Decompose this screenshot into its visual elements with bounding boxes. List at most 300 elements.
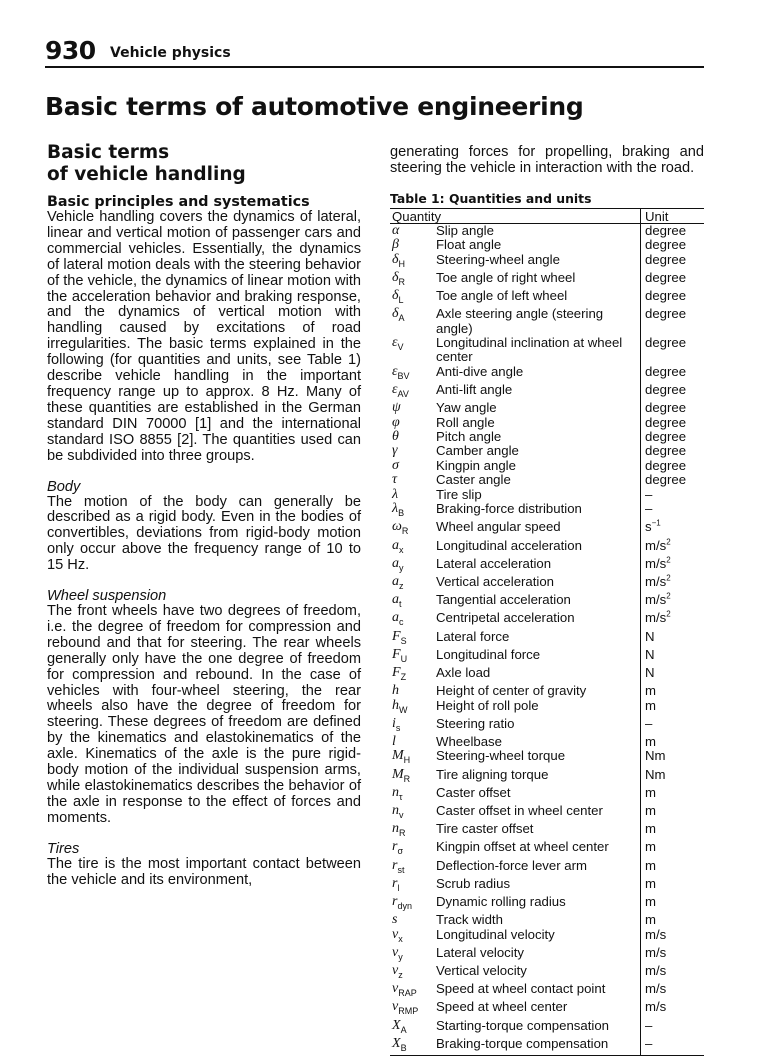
quantity-unit [641, 859, 705, 877]
quantity-symbol [390, 684, 436, 698]
symbol-letter: φ [392, 414, 400, 430]
quantity-name: Scrub radius [436, 875, 511, 891]
column-header-quantity: Quantity [390, 208, 641, 223]
unit-text: m/s [645, 926, 667, 942]
quantity-symbol [390, 473, 436, 487]
symbol-letter: α [392, 222, 400, 238]
quantity-unit [641, 840, 705, 858]
unit-text: m/s [645, 999, 667, 1015]
table-row [390, 666, 704, 684]
unit-text: – [645, 1017, 653, 1033]
table-row [390, 488, 704, 502]
table-row [390, 575, 704, 593]
table-row [390, 822, 704, 840]
quantity-symbol [390, 1019, 436, 1037]
table-row [390, 804, 704, 822]
symbol-letter: τ [392, 472, 398, 488]
symbol-letter: a [392, 573, 399, 589]
table-row [390, 964, 704, 982]
quantity-symbol [390, 401, 436, 415]
table-row [390, 238, 704, 252]
main-title: Basic terms of automotive engineering [45, 92, 584, 121]
table-row [390, 539, 704, 557]
unit-text: degree [645, 472, 687, 488]
wheel-suspension-heading: Wheel suspension [47, 588, 167, 605]
quantity-name: Axle steering angle (steering angle) [436, 306, 604, 336]
quantity-unit [641, 539, 705, 557]
symbol-subscript: z [398, 969, 403, 980]
quantity-unit [641, 699, 705, 717]
quantity-name: Tire caster offset [436, 821, 534, 837]
table-row [390, 401, 704, 415]
unit-text: degree [645, 237, 687, 253]
quantity-name: Vertical velocity [436, 963, 527, 978]
unit-text: m/s [645, 573, 667, 589]
unit-text: m [645, 784, 656, 800]
quantity-symbol [390, 289, 436, 307]
unit-text: m/s [645, 944, 667, 960]
quantity-name: Speed at wheel contact point [436, 981, 606, 997]
table-row [390, 271, 704, 289]
symbol-subscript: c [399, 617, 404, 628]
quantity-unit [641, 557, 705, 575]
quantity-symbol [390, 539, 436, 557]
symbol-subscript: st [397, 864, 405, 875]
table-row [390, 895, 704, 913]
quantity-unit [641, 575, 705, 593]
quantity-unit [641, 1000, 705, 1018]
quantity-unit [641, 946, 705, 964]
symbol-subscript: y [399, 562, 404, 573]
symbol-letter: n [392, 821, 399, 837]
symbol-letter: i [392, 715, 396, 731]
symbol-letter: ε [392, 382, 398, 398]
table-row [390, 383, 704, 401]
unit-text: degree [645, 443, 687, 459]
symbol-letter: h [392, 683, 399, 699]
table-row [390, 1037, 704, 1056]
quantity-name: Longitudinal force [436, 646, 541, 662]
table-row [390, 444, 704, 458]
quantity-name: Speed at wheel center [436, 999, 568, 1015]
quantity-unit [641, 430, 705, 444]
unit-text: Nm [645, 748, 666, 764]
quantity-symbol [390, 611, 436, 629]
quantity-unit [641, 928, 705, 946]
quantity-name: Toe angle of right wheel [436, 269, 576, 285]
quantity-name: Yaw angle [436, 400, 497, 416]
quantity-name: Caster offset [436, 784, 511, 800]
unit-text: – [645, 501, 653, 517]
quantity-symbol [390, 593, 436, 611]
table-row [390, 982, 704, 1000]
quantity-name: Height of roll pole [436, 697, 539, 713]
table-row [390, 877, 704, 895]
symbol-subscript: x [398, 933, 403, 944]
quantity-symbol [390, 238, 436, 252]
table-row [390, 336, 704, 365]
table-row [390, 223, 704, 238]
symbol-letter: δ [392, 251, 399, 267]
symbol-subscript: R [398, 276, 406, 287]
quantity-name: Slip angle [436, 222, 494, 238]
table-row [390, 786, 704, 804]
running-title: Vehicle physics [110, 45, 231, 61]
quantity-name: Camber angle [436, 443, 519, 459]
quantity-unit [641, 271, 705, 289]
symbol-subscript: U [400, 653, 408, 664]
quantity-unit [641, 964, 705, 982]
unit-text: degree [645, 457, 687, 473]
quantity-unit [641, 913, 705, 927]
quantity-name: Toe angle of left wheel [436, 288, 568, 304]
symbol-subscript: S [400, 635, 407, 646]
symbol-letter: λ [392, 486, 399, 502]
unit-text: degree [645, 363, 687, 379]
table-row [390, 593, 704, 611]
quantity-symbol [390, 383, 436, 401]
quantity-name: Braking-force distribution [436, 501, 582, 517]
quantity-symbol [390, 822, 436, 840]
quantity-symbol [390, 717, 436, 735]
table-title: Table 1: Quantities and units [390, 190, 592, 206]
symbol-subscript: W [399, 704, 408, 715]
quantity-unit [641, 611, 705, 629]
table-row [390, 520, 704, 538]
intro-paragraph: Vehicle handling covers the dynamics of lateral, linear and vertical motion of passenger cars and commercial vehicles. Essentially, the dynamics of lateral motion deals with the steering behavior of the vehicle, the dynamics of linear motion with the acceleration behavior and braking response, and the dynamics of vertical motion with handling caused by excitations of road irregularities. The basic terms explained in the following (for quantities and units, see Table 1) describe vehicle handling in the important frequency range up to approx. 8 Hz. Many of these quantities are established in the German standard DIN 70000 [1] and the international standard ISO 8855 [2]. The quantities used can be subdivided into three groups. [47, 209, 361, 464]
symbol-letter: n [392, 784, 399, 800]
quantity-unit [641, 735, 705, 749]
symbol-letter: ψ [392, 400, 401, 416]
quantities-table [390, 208, 704, 1056]
quantity-unit [641, 473, 705, 487]
unit-text: m/s [645, 592, 667, 608]
quantity-unit [641, 307, 705, 336]
symbol-letter: s [392, 912, 398, 928]
table-row [390, 913, 704, 927]
quantity-name: Steering ratio [436, 715, 515, 731]
unit-superscript: 2 [666, 555, 671, 565]
unit-text: m [645, 802, 656, 818]
unit-text: degree [645, 288, 687, 304]
quantity-symbol [390, 253, 436, 271]
quantity-name: Axle load [436, 664, 491, 680]
table-row [390, 749, 704, 767]
quantity-symbol [390, 336, 436, 365]
symbol-subscript: t [399, 598, 402, 609]
unit-text: m [645, 912, 656, 928]
quantity-unit [641, 383, 705, 401]
symbol-subscript: s [395, 722, 401, 733]
subsection-title: Basic principles and systematics [47, 194, 310, 210]
table-row [390, 289, 704, 307]
symbol-letter: γ [392, 443, 398, 459]
symbol-subscript: B [400, 1042, 407, 1053]
symbol-subscript: R [399, 827, 406, 838]
quantity-unit [641, 895, 705, 913]
table-row [390, 1019, 704, 1037]
unit-text: N [645, 646, 655, 662]
table-body [390, 223, 704, 1055]
quantity-unit [641, 749, 705, 767]
quantity-name: Caster angle [436, 472, 511, 488]
quantity-unit [641, 786, 705, 804]
quantity-unit [641, 717, 705, 735]
symbol-letter: a [392, 592, 399, 608]
quantity-name: Tangential acceleration [436, 592, 571, 608]
quantity-unit [641, 223, 705, 238]
right-column [390, 145, 704, 1056]
symbol-letter: θ [392, 429, 399, 445]
unit-text: – [645, 486, 653, 502]
quantity-unit [641, 401, 705, 415]
unit-text: m/s [645, 610, 667, 626]
symbol-letter: a [392, 610, 399, 626]
symbol-letter: λ [392, 501, 399, 517]
unit-superscript: 2 [666, 537, 671, 547]
table-row [390, 459, 704, 473]
wheel-suspension-paragraph: The front wheels have two degrees of freedom, i.e. the degree of freedom for compression and rebound and that for steering. The rear wheels generally only have the one degree of freedom for compression and rebound. In the case of vehicles with four-wheel steering, the rear wheels also have the degree of freedom for steering. These degrees of freedom are defined by the kinematics and elastokinematics of the axle. Kinematics of the axle is the pure rigid-body motion of the individual suspension arms, while elastokinematics describes the behavior of the axle in response to the effect of forces and moments. [47, 603, 361, 826]
symbol-subscript: A [398, 313, 405, 324]
quantity-unit [641, 768, 705, 786]
quantity-unit [641, 822, 705, 840]
symbol-letter: X [392, 1017, 401, 1033]
table-header-row [390, 208, 704, 223]
table-row [390, 735, 704, 749]
unit-superscript: −1 [651, 518, 661, 528]
tires-heading: Tires [47, 840, 80, 857]
continued-paragraph: generating forces for propelling, braking and steering the vehicle in interaction with the road. [390, 144, 704, 176]
quantity-symbol [390, 840, 436, 858]
unit-text: degree [645, 429, 687, 445]
quantity-symbol [390, 271, 436, 289]
symbol-subscript: v [399, 809, 404, 820]
quantity-unit [641, 520, 705, 538]
unit-text: degree [645, 222, 687, 238]
unit-text: m [645, 857, 656, 873]
quantity-unit [641, 459, 705, 473]
quantity-symbol [390, 749, 436, 767]
quantity-name: Kingpin offset at wheel center [436, 839, 609, 855]
quantity-unit [641, 684, 705, 698]
symbol-letter: v [392, 944, 399, 960]
symbol-subscript: A [400, 1024, 407, 1035]
symbol-subscript: Z [400, 671, 407, 682]
page-number: 930 [45, 36, 96, 65]
column-header-unit: Unit [641, 208, 705, 223]
quantity-unit [641, 1019, 705, 1037]
quantity-unit [641, 1037, 705, 1056]
quantity-name: Lateral velocity [436, 944, 524, 960]
unit-text: degree [645, 414, 687, 430]
symbol-letter: X [392, 1035, 401, 1051]
quantity-unit [641, 365, 705, 383]
symbol-subscript: τ [399, 791, 403, 802]
quantity-symbol [390, 444, 436, 458]
unit-text: degree [645, 269, 687, 285]
table-row [390, 557, 704, 575]
tires-paragraph: The tire is the most important contact between the vehicle and its environment, [47, 855, 361, 888]
quantity-symbol [390, 804, 436, 822]
quantity-unit [641, 416, 705, 430]
quantity-name: Float angle [436, 237, 502, 253]
symbol-letter: a [392, 555, 399, 571]
quantity-symbol [390, 666, 436, 684]
quantity-symbol [390, 786, 436, 804]
quantity-symbol [390, 699, 436, 717]
symbol-letter: v [392, 981, 399, 997]
symbol-subscript: RAP [398, 988, 417, 998]
quantity-name: Braking-torque compensation [436, 1037, 641, 1056]
section-title-line-1: Basic terms [47, 142, 170, 163]
symbol-letter: h [392, 697, 399, 713]
quantity-symbol [390, 895, 436, 913]
symbol-letter: a [392, 537, 399, 553]
quantity-symbol [390, 488, 436, 502]
quantity-name: Roll angle [436, 414, 495, 430]
quantity-name: Wheel angular speed [436, 519, 561, 535]
unit-superscript: 2 [666, 573, 671, 583]
unit-superscript: 2 [666, 609, 671, 619]
quantity-symbol [390, 307, 436, 336]
table-row [390, 416, 704, 430]
symbol-subscript: H [403, 755, 411, 766]
symbol-letter: ε [392, 363, 398, 379]
table-row [390, 699, 704, 717]
unit-text: m/s [645, 981, 667, 997]
quantity-unit [641, 593, 705, 611]
quantity-name: Caster offset in wheel center [436, 802, 603, 818]
quantity-unit [641, 648, 705, 666]
table-row [390, 611, 704, 629]
quantity-name: Steering-wheel angle [436, 251, 560, 267]
quantity-unit [641, 238, 705, 252]
quantity-symbol [390, 1037, 436, 1056]
quantity-name: Starting-torque compensation [436, 1017, 610, 1033]
table-row [390, 840, 704, 858]
unit-text: m [645, 821, 656, 837]
quantity-symbol [390, 459, 436, 473]
unit-text: m/s [645, 537, 667, 553]
quantity-name: Pitch angle [436, 429, 502, 445]
unit-text: m [645, 733, 656, 749]
quantity-unit [641, 804, 705, 822]
section-title [47, 142, 361, 186]
unit-text: Nm [645, 766, 666, 782]
quantity-name: Dynamic rolling radius [436, 893, 566, 909]
quantity-name: Tire aligning torque [436, 766, 549, 782]
unit-text: m [645, 875, 656, 891]
quantity-symbol [390, 430, 436, 444]
quantity-symbol [390, 502, 436, 520]
quantity-unit [641, 877, 705, 895]
unit-text: N [645, 664, 655, 680]
unit-text: degree [645, 382, 687, 398]
quantity-symbol [390, 557, 436, 575]
symbol-letter: r [392, 893, 398, 909]
quantity-name: Height of center of gravity [436, 683, 587, 699]
symbol-letter: M [392, 766, 404, 782]
table-row [390, 859, 704, 877]
quantity-unit [641, 444, 705, 458]
unit-text: degree [645, 335, 687, 351]
symbol-letter: r [392, 875, 398, 891]
unit-text: m/s [645, 555, 667, 571]
quantity-symbol [390, 859, 436, 877]
body-paragraph: The motion of the body can generally be described as a rigid body. Even in the bodies of convertibles, deviations from rigid-body motion only occur above the frequency range of 10 to 15 Hz. [47, 493, 361, 574]
quantity-name: Anti-lift angle [436, 382, 513, 398]
symbol-letter: δ [392, 306, 399, 322]
table-row [390, 430, 704, 444]
quantity-symbol [390, 928, 436, 946]
symbol-subscript: L [398, 294, 404, 305]
quantity-name: Anti-dive angle [436, 363, 524, 379]
unit-text: m [645, 697, 656, 713]
quantity-symbol [390, 946, 436, 964]
quantity-symbol [390, 223, 436, 238]
quantity-symbol [390, 913, 436, 927]
symbol-subscript: BV [397, 370, 410, 381]
unit-superscript: 2 [666, 591, 671, 601]
symbol-letter: σ [392, 457, 399, 473]
symbol-letter: v [392, 999, 399, 1015]
section-title-line-2: of vehicle handling [47, 164, 246, 185]
quantity-unit [641, 630, 705, 648]
quantity-name: Lateral force [436, 628, 510, 644]
quantity-name: Longitudinal acceleration [436, 537, 582, 553]
quantity-symbol [390, 735, 436, 749]
unit-text: s [645, 519, 652, 535]
unit-text: degree [645, 306, 687, 322]
quantity-symbol [390, 768, 436, 786]
symbol-letter: F [392, 628, 401, 644]
quantity-symbol [390, 1000, 436, 1018]
quantity-unit [641, 502, 705, 520]
symbol-subscript: x [399, 544, 404, 555]
symbol-subscript: y [398, 951, 403, 962]
table-row [390, 365, 704, 383]
symbol-subscript: σ [397, 846, 404, 857]
table-row [390, 307, 704, 336]
symbol-letter: n [392, 802, 399, 818]
quantity-name: Tire slip [436, 486, 482, 502]
quantity-unit [641, 488, 705, 502]
symbol-subscript: l [397, 882, 400, 893]
table-row [390, 630, 704, 648]
symbol-letter: v [392, 926, 399, 942]
symbol-subscript: R [401, 526, 409, 537]
quantity-unit [641, 336, 705, 365]
unit-text: N [645, 628, 655, 644]
quantity-symbol [390, 416, 436, 430]
quantity-symbol [390, 575, 436, 593]
symbol-letter: ε [392, 335, 398, 351]
quantity-name: Lateral acceleration [436, 555, 552, 571]
symbol-letter: F [392, 664, 401, 680]
symbol-letter: δ [392, 288, 399, 304]
quantity-symbol [390, 648, 436, 666]
symbol-letter: ω [392, 519, 402, 535]
table-row [390, 1000, 704, 1018]
quantity-name: Longitudinal velocity [436, 926, 555, 942]
symbol-subscript: RMP [398, 1006, 419, 1017]
unit-text: degree [645, 400, 687, 416]
symbol-subscript: V [397, 341, 404, 352]
table-row [390, 684, 704, 698]
quantity-unit [641, 289, 705, 307]
symbol-letter: β [392, 237, 399, 253]
symbol-subscript: B [398, 507, 405, 518]
